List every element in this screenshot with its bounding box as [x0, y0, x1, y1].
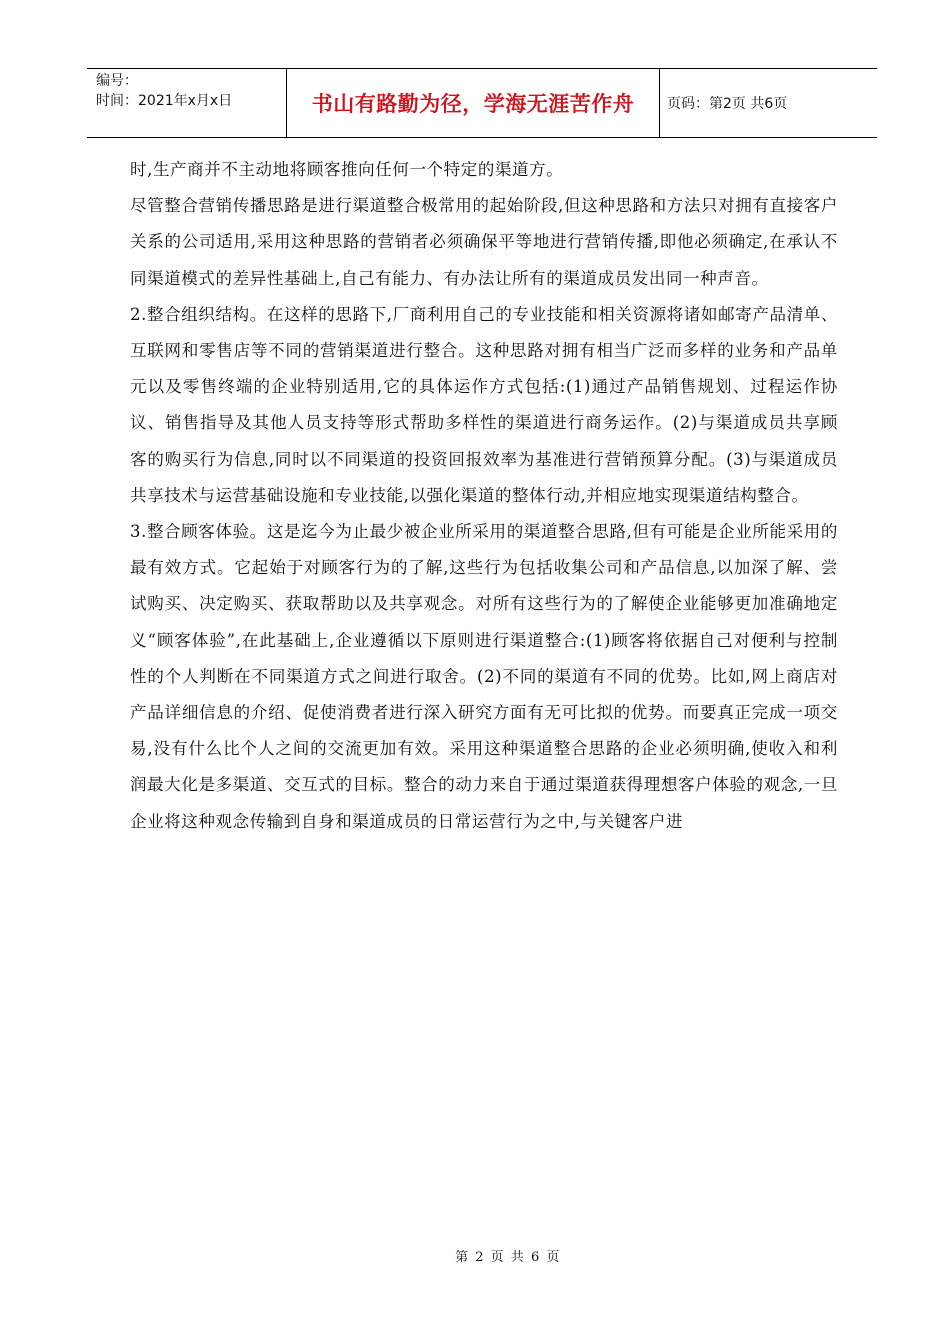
header-page-number: 页码：第2页 共6页: [667, 96, 788, 112]
page-header: [87, 68, 877, 138]
paragraph: 2.整合组织结构。在这样的思路下,厂商利用自己的专业技能和相关资源将诸如邮寄产品清单、互联网和零售店等不同的营销渠道进行整合。这种思路对拥有相当广泛而多样的业务和产品单元以及零售终端的企业特别适用,它的具体运作方式包括:(1)通过产品销售规划、过程运作协议、销售指导及其他人员支持等形式帮助多样性的渠道进行商务运作。(2)与渠道成员共享顾客的购买行为信息,同时以不同渠道的投资回报效率为基准进行营销预算分配。(3)与渠道成员共享技术与运营基础设施和专业技能,以强化渠道的整体行动,并相应地实现渠道结构整合。: [130, 304, 838, 505]
document-time-label: 时间：2021年x月x日: [96, 93, 233, 109]
paragraph: 3.整合顾客体验。这是迄今为止最少被企业所采用的渠道整合思路,但有可能是企业所能采用的最有效方式。它起始于对顾客行为的了解,这些行为包括收集公司和产品信息,以加深了解、尝试购买、决定购买、获取帮助以及共享观念。对所有这些行为的了解使企业能够更加准确地定义“顾客体验”,在此基础上,企业遵循以下原则进行渠道整合:(1)顾客将依据自己对便利与控制性的个人判断在不同渠道方式之间进行取舍。(2)不同的渠道有不同的优势。比如,网上商店对产品详细信息的介绍、促使消费者进行深入研究方面有无可比拟的优势。而要真正完成一项交易,没有什么比个人之间的交流更加有效。采用这种渠道整合思路的企业必须明确,使收入和利润最大化是多渠道、交互式的目标。整合的动力来自于通过渠道获得理想客户体验的观念,一旦企业将这种观念传输到自身和渠道成员的日常运营行为之中,与关键客户进: [130, 522, 838, 831]
paragraph: 时,生产商并不主动地将顾客推向任何一个特定的渠道方。: [130, 160, 564, 179]
body-text: [0, 152, 950, 840]
document-number-label: 编号：: [96, 73, 138, 89]
header-meta: [87, 69, 287, 137]
header-motto: 书山有路勤为径，学海无涯苦作舟: [287, 69, 660, 137]
page-footer: 第 2 页 共 6 页: [455, 1250, 561, 1265]
paragraph: 尽管整合营销传播思路是进行渠道整合极常用的起始阶段,但这种思路和方法只对拥有直接客户关系的公司适用,采用这种思路的营销者必须确保平等地进行营销传播,即他必须确定,在承认不同渠道模式的差异性基础上,自己有能力、有办法让所有的渠道成员发出同一种声音。: [130, 196, 838, 288]
